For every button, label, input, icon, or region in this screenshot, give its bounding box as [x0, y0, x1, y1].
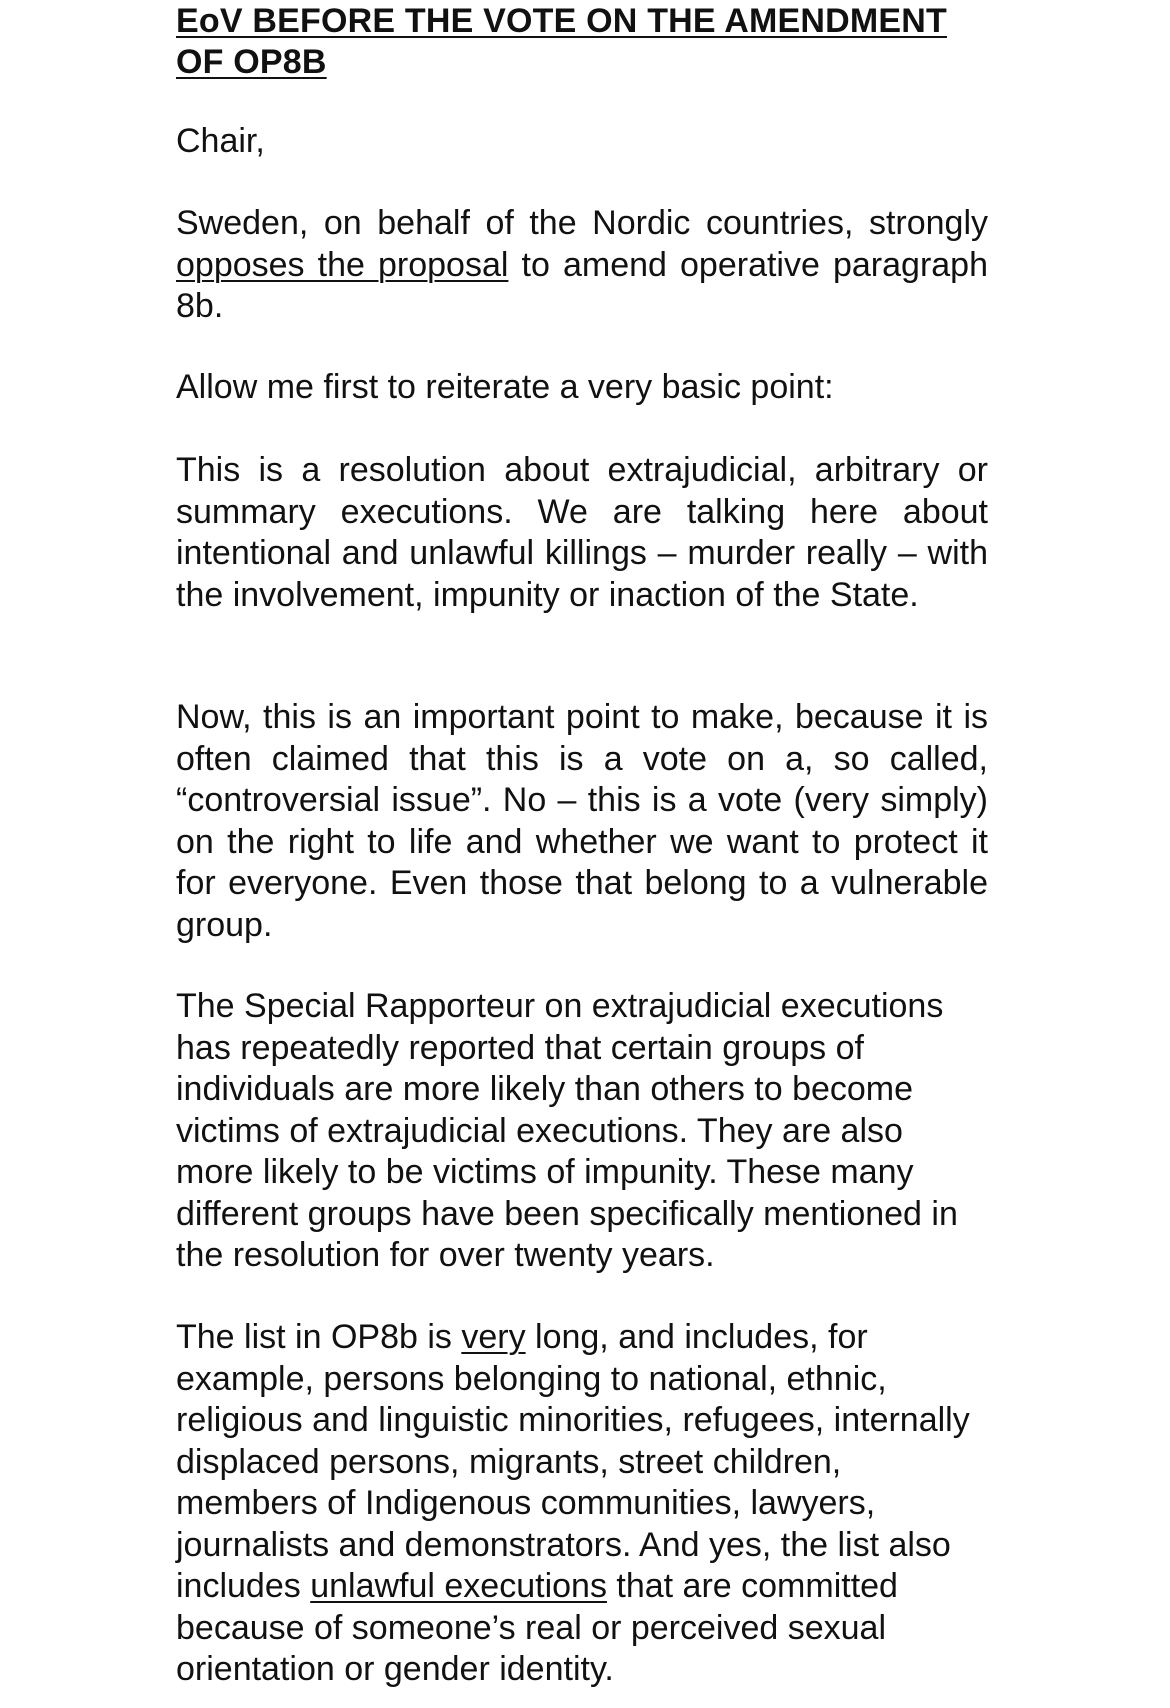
paragraph-important-point: Now, this is an important point to make, because it is often claimed that this is a vote on a, so called, “controversial issue”. No – this is a vote (very simply) on the right to life and whether we want to protect it for everyone. Even those that belong to a vulnerable group. — [176, 698, 988, 944]
document-title-line-1: EoV BEFORE THE VOTE ON THE AMENDMENT — [176, 2, 947, 40]
paragraph-special-rapporteur: The Special Rapporteur on extrajudicial executions has repeatedly reported that certain groups of individuals are more likely than others to become victims of extrajudicial executions. They are also more likely to be victims of impunity. These many different groups have been specifically mentioned in the resolution for over twenty years. — [176, 987, 958, 1274]
paragraph-resolution-about: This is a resolution about extrajudicial, arbitrary or summary executions. We are talking here about intentional and unlawful killings – murder really – with the involvement, impunity or inaction of the State. — [176, 451, 988, 614]
paragraph-sweden-text-end: to amend operative paragraph 8b. — [176, 245, 988, 325]
paragraph-sweden-text-start: Sweden, on behalf of the Nordic countries, strongly — [176, 204, 988, 242]
paragraph-basic-point: Allow me first to reiterate a very basic point: — [176, 368, 834, 406]
paragraph-list-op8b — [176, 1317, 988, 1691]
document-title-line-2: OF OP8B — [176, 43, 327, 81]
salutation: Chair, — [176, 122, 265, 160]
paragraph-list-text-1: The list in OP8b is — [176, 1318, 462, 1356]
document-title — [176, 1, 988, 83]
paragraph-list-text-3: that are committed because of someone’s real or perceived sexual orientation or gender identity. — [176, 1567, 898, 1688]
paragraph-sweden-opposes — [176, 203, 988, 328]
underlined-very: very — [461, 1318, 526, 1356]
paragraph-list-text-2: long, and includes, for example, persons belonging to national, ethnic, religious and linguistic minorities, refugees, internally displaced persons, migrants, street children, members of Indigenous communities, lawyers, journalists and demonstrators. And yes, the list also includes — [176, 1318, 970, 1605]
underlined-opposes-the-proposal: opposes the proposal — [176, 245, 509, 284]
underlined-unlawful-executions: unlawful executions — [310, 1567, 607, 1605]
